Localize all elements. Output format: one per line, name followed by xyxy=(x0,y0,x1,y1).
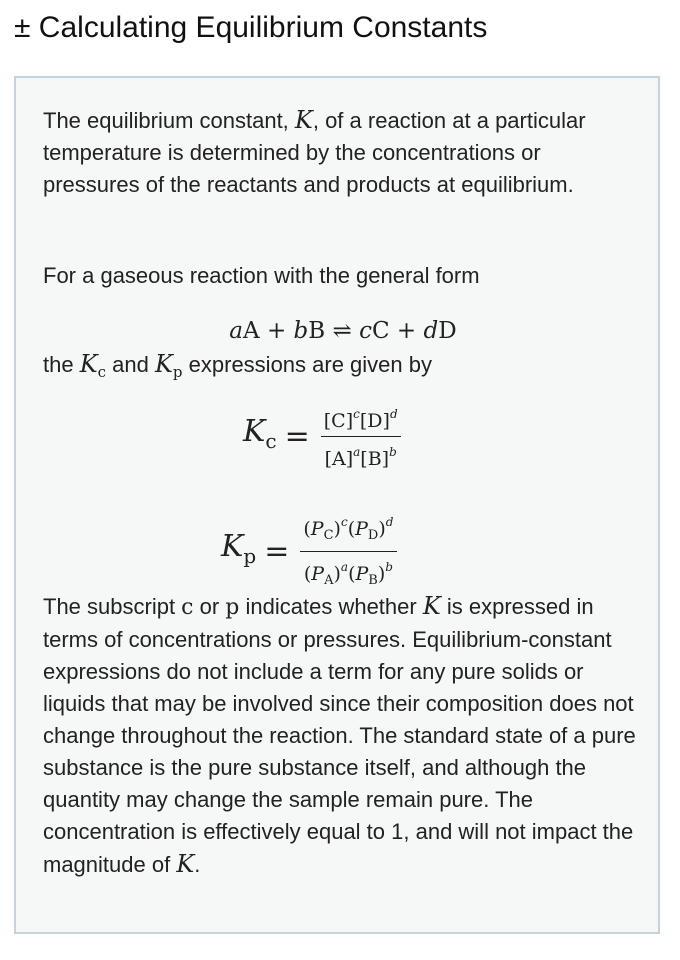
reaction-equation xyxy=(43,314,643,348)
kc-lhs-k: K xyxy=(243,414,266,449)
kp-num2-close: ) xyxy=(378,518,386,540)
explain-text-b: or xyxy=(193,594,226,619)
intro-paragraph xyxy=(43,104,603,201)
intro-text-a: The equilibrium constant, xyxy=(43,108,295,133)
subscript-p-symbol: p xyxy=(225,595,240,620)
content-panel xyxy=(14,76,660,934)
species-c: C xyxy=(371,318,390,344)
general-form-paragraph: For a gaseous reaction with the general form xyxy=(43,263,480,288)
coef-b: b xyxy=(293,318,309,344)
equilibrium-arrow: ⇌ xyxy=(325,318,360,344)
section-heading[interactable]: ± Calculating Equilibrium Constants xyxy=(14,11,488,44)
kp-fraction xyxy=(299,510,397,593)
kc-symbol: K xyxy=(79,350,98,378)
kp-num1-open: ( xyxy=(303,518,311,540)
kc-num-c-exp: c xyxy=(353,407,360,421)
species-d: D xyxy=(438,318,457,344)
expr-text-a: the xyxy=(43,352,80,377)
expr-text-b: and xyxy=(106,352,155,377)
kp-den2-open: ( xyxy=(348,563,356,585)
kp-num1-close: ) xyxy=(333,518,341,540)
kp-num2-p: P xyxy=(355,518,368,540)
coef-d: d xyxy=(423,318,439,344)
kp-den1-open: ( xyxy=(303,563,312,585)
kc-den-b-exp: b xyxy=(389,445,397,459)
kp-symbol: K xyxy=(154,350,173,378)
kp-num1-sub: C xyxy=(323,528,334,543)
kp-denominator xyxy=(300,551,397,593)
kc-den-a: [A] xyxy=(324,448,354,470)
kp-num2-exp: d xyxy=(385,515,394,529)
explain-text-c: indicates whether xyxy=(239,594,423,619)
coef-c: c xyxy=(359,318,372,344)
kc-num-d: [D] xyxy=(359,410,390,432)
kc-den-b: [B] xyxy=(360,448,390,470)
explain-text-d: is expressed in terms of concentrations or pressures. Equilibrium-constant expressions do not include a term for any pure solids or liquids that may be involved since their composition does not change throughout the reaction. The standard state of a pure substance is the pure substance itself, and although the quantity may change the sample remain pure. The concentration is effectively equal to 1, and will not impact the magnitude of xyxy=(43,594,636,877)
kp-lhs xyxy=(221,531,256,572)
kp-lhs-k: K xyxy=(221,529,244,564)
kp-den1-exp: a xyxy=(340,560,349,574)
kc-denominator xyxy=(321,436,401,471)
k-symbol: K xyxy=(294,106,313,134)
kp-subscript: p xyxy=(172,363,183,381)
kp-den1-p: P xyxy=(311,563,325,585)
explanation-paragraph xyxy=(43,590,643,881)
kc-lhs xyxy=(243,416,277,457)
kp-den2-exp: b xyxy=(385,560,393,574)
species-a: A xyxy=(243,318,260,344)
kp-num1-exp: c xyxy=(340,515,348,529)
kp-num1-p: P xyxy=(310,518,324,540)
expr-text-c: expressions are given by xyxy=(182,352,432,377)
kp-lhs-sub: p xyxy=(243,544,257,568)
kc-expression xyxy=(243,402,402,471)
explain-text-a: The subscript xyxy=(43,594,182,619)
kp-den2-close: ) xyxy=(377,563,386,585)
kc-num-d-exp: d xyxy=(389,407,398,421)
coef-a: a xyxy=(229,318,244,344)
kp-den2-p: P xyxy=(355,563,369,585)
kc-subscript: c xyxy=(97,363,107,381)
kp-numerator xyxy=(299,510,397,551)
kc-equals: = xyxy=(284,418,310,454)
species-b: B xyxy=(308,318,326,344)
kp-expression xyxy=(221,510,397,593)
kc-numerator xyxy=(320,402,402,436)
kp-den1-sub: A xyxy=(324,573,334,588)
kc-lhs-sub: c xyxy=(265,429,277,453)
plus-sign-2: + xyxy=(389,318,424,344)
kp-num2-open: ( xyxy=(347,518,356,540)
intro-text-b: , of a reaction at a particular temperature is determined by the concentrations or pressures of the reactants and products at equilibrium. xyxy=(43,108,586,197)
plus-sign: + xyxy=(259,318,294,344)
subscript-c-symbol: c xyxy=(181,595,194,620)
kp-equals: = xyxy=(264,533,290,569)
kc-fraction xyxy=(320,402,402,471)
kc-den-a-exp: a xyxy=(353,445,361,459)
kp-den2-sub: B xyxy=(368,573,378,588)
k-symbol-3: K xyxy=(176,850,195,878)
expressions-paragraph xyxy=(43,348,432,388)
kp-den1-close: ) xyxy=(333,563,341,585)
explain-text-e: . xyxy=(194,852,201,877)
k-symbol-2: K xyxy=(422,592,441,620)
kc-num-c: [C] xyxy=(323,410,354,432)
kp-num2-sub: D xyxy=(367,528,379,543)
